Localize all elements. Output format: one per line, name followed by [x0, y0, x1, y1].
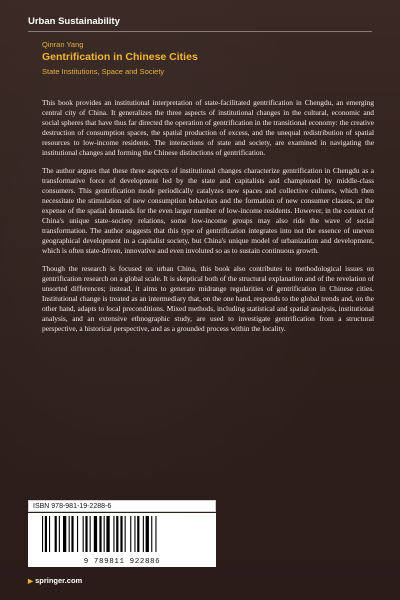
series-name: Urban Sustainability	[28, 16, 120, 27]
arrow-icon: ▶	[28, 578, 33, 585]
description-paragraph-2: The author argues that these three aspects of institutional changes characterize gentrification in Chengdu as a transformative force of development led by the state and capitalists and championed by middle-class consumers. This gentrification mode periodically catalyzes new spaces and collective cultures, which then necessitate the stimulation of new consumption behaviors and the formation of new consumer classes, at the expense of the spatial demands for the even larger number of low-income residents. However, in the context of China's unique state–society relations, some low-income groups may also ride the wave of social transformation. The author suggests that this type of gentrification integrates into not the essence of uneven geographical development in a capitalist society, but China's unique model of urbanization and development, which is often state-driven, innovative and even involuted so as to sustain continuous growth.	[42, 166, 374, 255]
description-paragraph-1: This book provides an institutional interpretation of state-facilitated gentrification in Chengdu, an emerging central city of China. It generalizes the three aspects of institutional changes in the cultural, economic and social spheres that have thus far directed the operation of gentrification in the transitional economy: the creative destruction of consumption spaces, the spatial production of excess, and the unequal redistribution of spatial resources to low-income residents. The interactions of state and society, are examined in navigating the institutional changes and forming the Chinese distinctions of gentrification.	[42, 98, 374, 157]
barcode-bars	[42, 516, 202, 556]
isbn-label: ISBN 978-981-19-2288-6	[28, 500, 216, 512]
barcode-number: 9 789811 922886	[30, 558, 214, 566]
description-paragraph-3: Though the research is focused on urban China, this book also contributes to methodological issues on gentrification research on a global scale. It is skeptical both of the structural explanation and of the revelation of unsorted differences; instead, it aims to generate midrange regularities of gentrification in Chinese cities. Institutional change is treated as an intermediary that, on the one hand, responds to the global trends and, on the other hand, adapts to local preconditions. Mixed methods, including statistical and spatial analysis, institutional analysis, and an extensive ethnographic study, are used to investigate gentrification from a structural perspective, a historical perspective, and as a grounded process within the locality.	[42, 264, 374, 333]
book-subtitle: State Institutions, Space and Society	[42, 67, 165, 76]
book-title: Gentrification in Chinese Cities	[42, 51, 198, 63]
barcode	[28, 513, 216, 567]
book-description	[42, 98, 374, 342]
author-name: Qinran Yang	[42, 40, 84, 49]
publisher-url: springer.com	[35, 576, 83, 585]
publisher-link[interactable]	[28, 576, 82, 585]
series-divider	[28, 31, 372, 32]
